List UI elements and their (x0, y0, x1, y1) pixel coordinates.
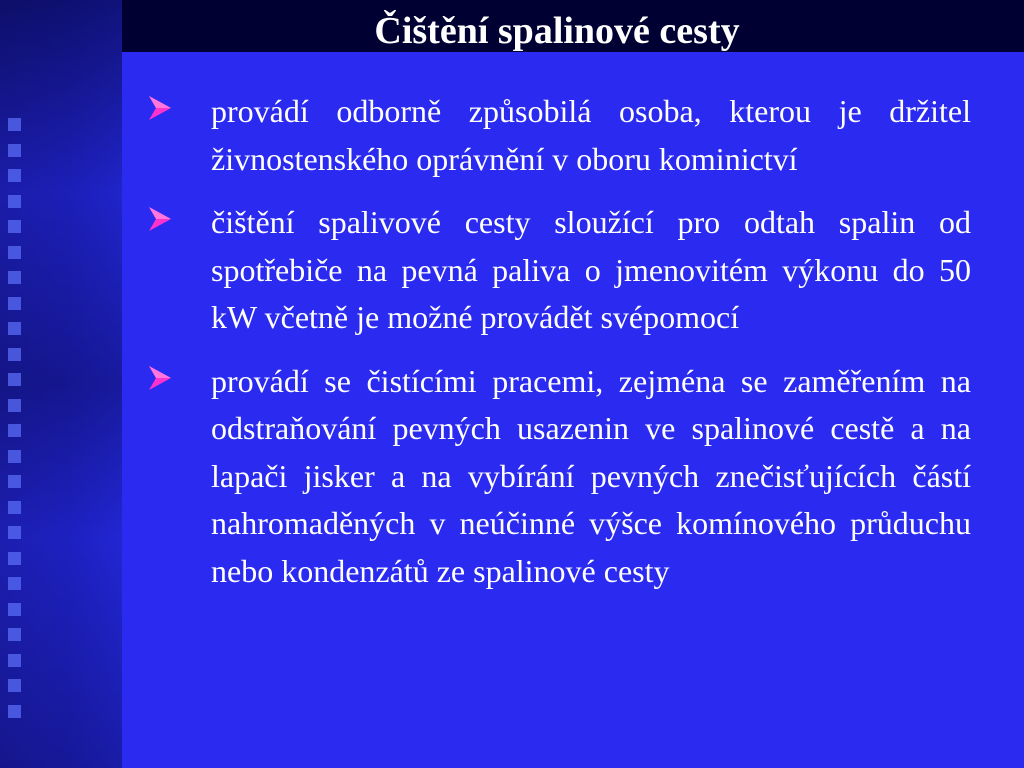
decorative-square (8, 654, 21, 667)
decorative-square (8, 628, 21, 641)
decorative-square (8, 322, 21, 335)
bullet-text: čištění spalivové cesty sloužící pro odtah spalin od spotřebiče na pevná paliva o jmenovitém výkonu do 50 kW včetně je možné provádět svépomocí (211, 204, 971, 335)
bullet-item (145, 358, 971, 596)
decorative-square (8, 144, 21, 157)
square-pattern-icon (8, 118, 26, 758)
decorative-square (8, 679, 21, 692)
bullet-text: provádí se čistícími pracemi, zejména se zaměřením na odstraňování pevných usazenin ve spalinové cestě a na lapači jisker a na vybírání pevných znečisťujících částí nahromaděných v neúčinné výšce komínového průduchu nebo kondenzátů ze spalinové cesty (211, 362, 971, 589)
decorative-square (8, 603, 21, 616)
arrow-bullet-icon (147, 94, 173, 122)
slide-title: Čištění spalinové cesty (374, 10, 740, 52)
decorative-square (8, 450, 21, 463)
decorative-square (8, 348, 21, 361)
decorative-square (8, 526, 21, 539)
decorative-square (8, 118, 21, 131)
decorative-square (8, 373, 21, 386)
bullet-list (145, 88, 971, 611)
bullet-text: provádí odborně způsobilá osoba, kterou je držitel živnostenského oprávnění v oboru kominictví (211, 93, 971, 177)
arrow-bullet-icon (147, 364, 173, 392)
decorative-square (8, 271, 21, 284)
decorative-square (8, 501, 21, 514)
decorative-square (8, 424, 21, 437)
bullet-item (145, 199, 971, 342)
decorative-square (8, 577, 21, 590)
decorative-square (8, 220, 21, 233)
decorative-square (8, 399, 21, 412)
decorative-square (8, 475, 21, 488)
decorative-square (8, 169, 21, 182)
decorative-square (8, 552, 21, 565)
decorative-square (8, 705, 21, 718)
decorative-square (8, 246, 21, 259)
bullet-item (145, 88, 971, 183)
decorative-square (8, 297, 21, 310)
arrow-bullet-icon (147, 205, 173, 233)
decorative-square (8, 195, 21, 208)
